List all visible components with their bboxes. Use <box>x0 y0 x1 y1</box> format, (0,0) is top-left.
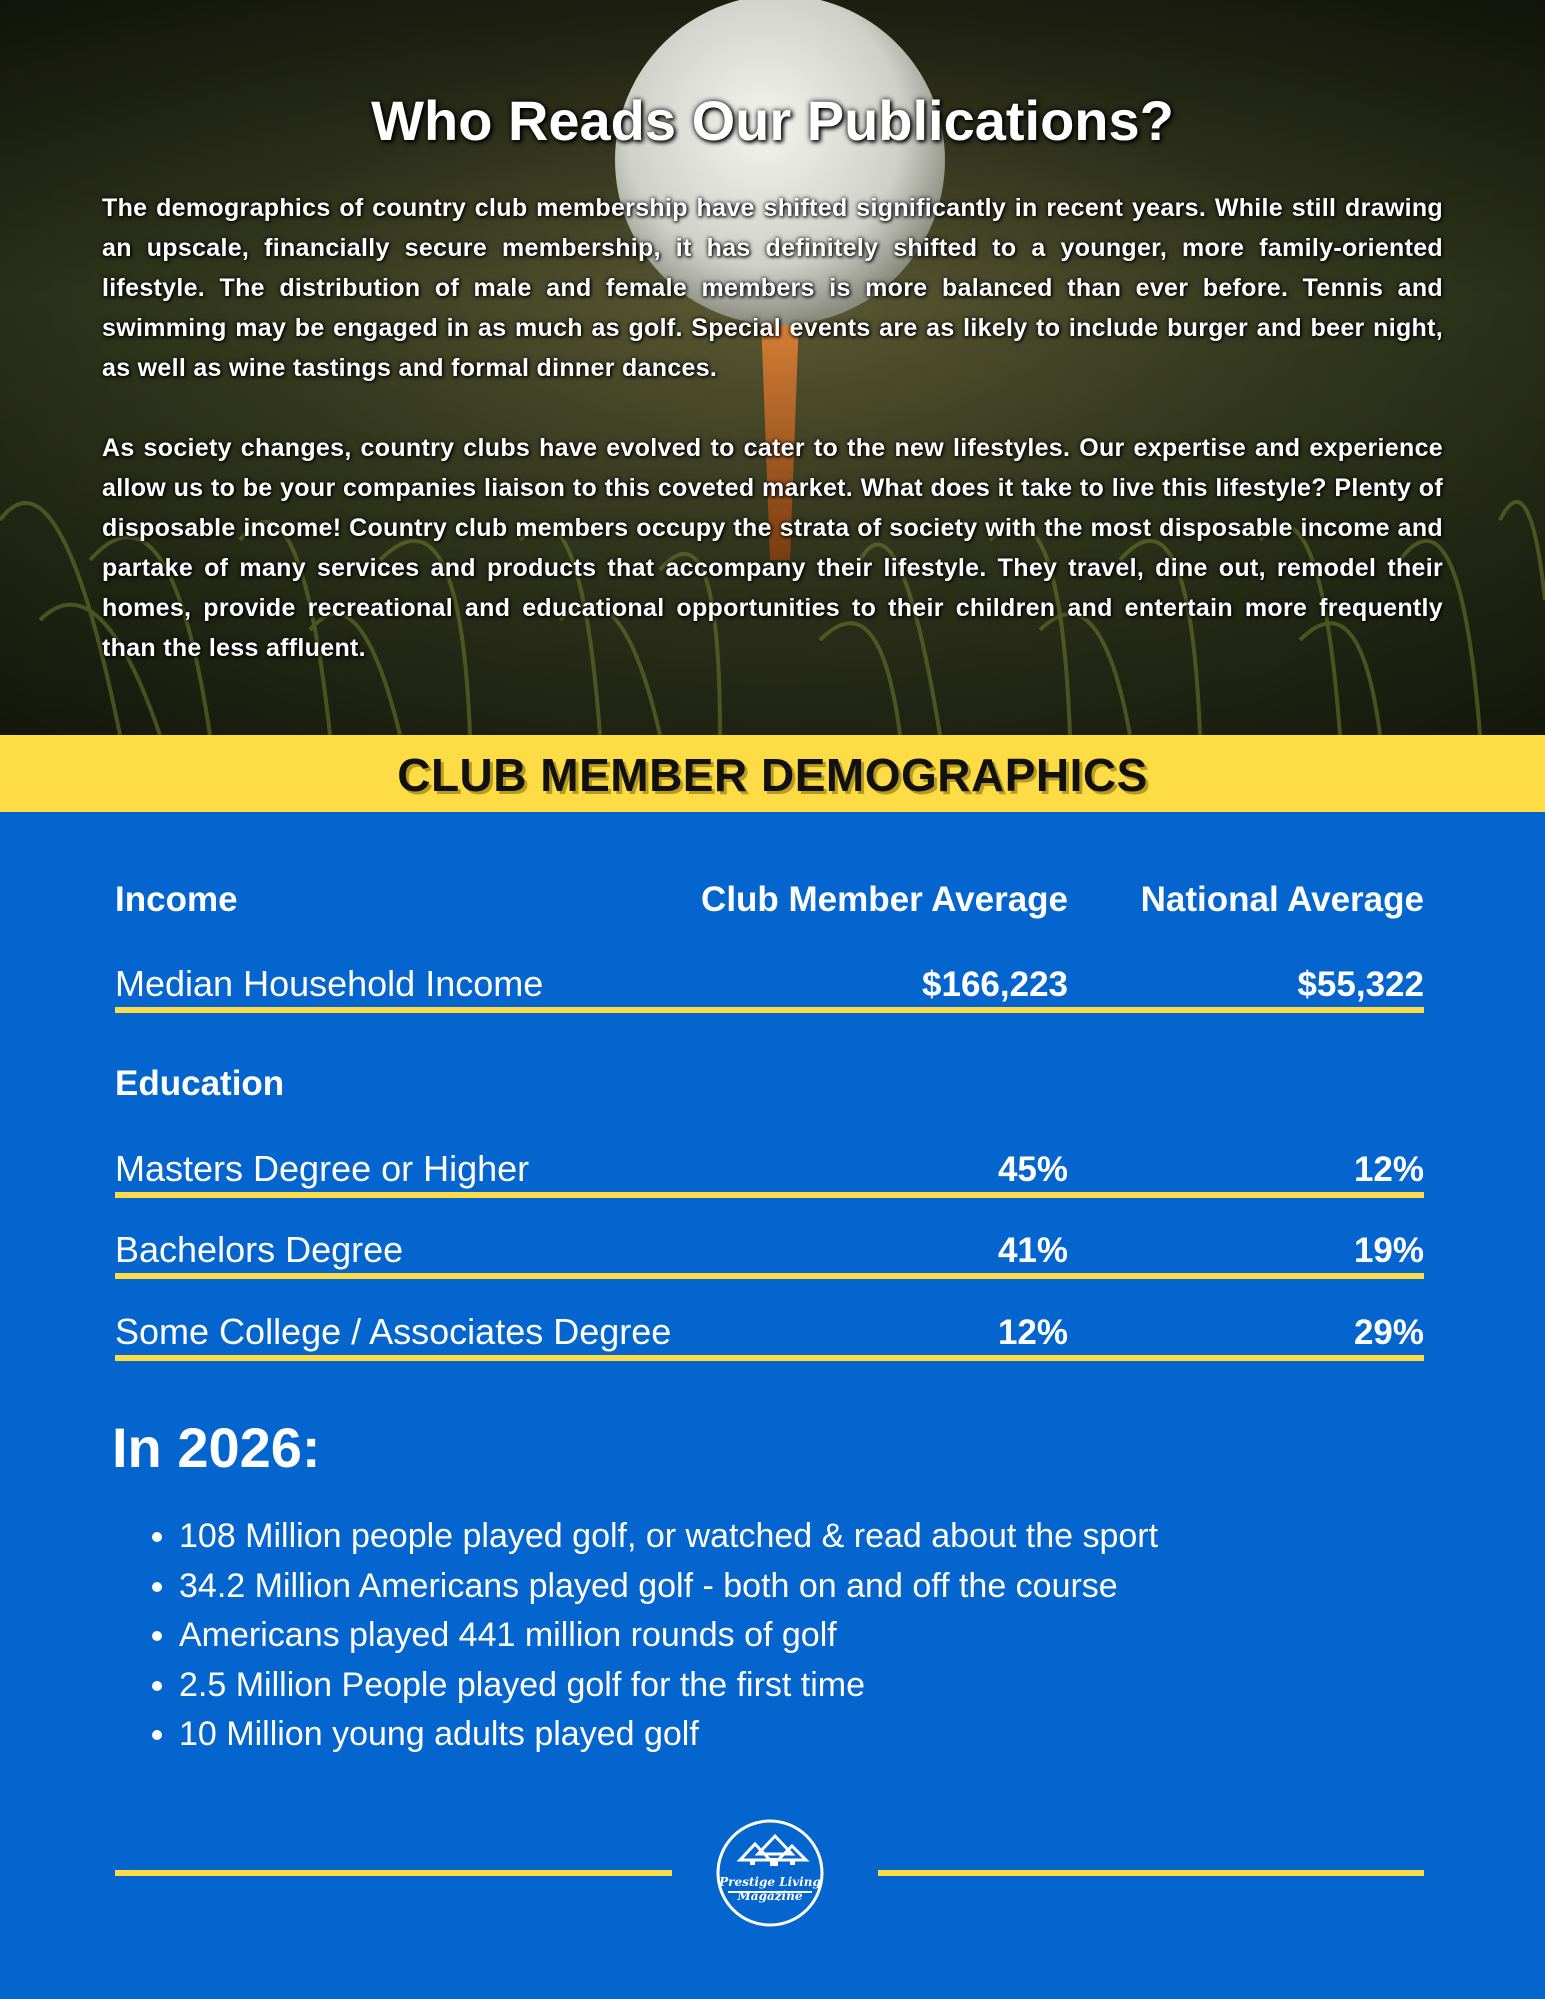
table-row <box>115 1221 1424 1279</box>
club-average-header: Club Member Average <box>701 880 1068 919</box>
logo-text: Prestige Living Magazine <box>719 1875 821 1903</box>
prestige-living-logo <box>700 1818 840 1928</box>
list-item: • Americans played 441 million rounds of golf <box>179 1611 1158 1661</box>
house-emblem-icon <box>700 1818 840 1928</box>
hero-section <box>0 0 1545 735</box>
row-label: Masters Degree or Higher <box>115 1148 530 1189</box>
banner-title: CLUB MEMBER DEMOGRAPHICS <box>397 749 1148 801</box>
lifestyle-paragraph: As society changes, country clubs have evolved to cater to the new lifestyles. Our expertise and experience allow us to be your companies liaison to this coveted market. What does it take to live this lifestyle? Plenty of disposable income! Country club members occupy the strata of society with the most disposable income and partake of many services and products that accompany their lifestyle. They travel, dine out, remodel their homes, provide recreational and educational opportunities to their children and entertain more frequently than the less affluent. <box>102 434 1443 662</box>
national-value: $55,322 <box>1297 965 1424 1004</box>
table-row <box>115 1303 1424 1361</box>
demographics-banner <box>0 735 1545 812</box>
education-header: Education <box>115 1064 285 1103</box>
list-item: • 34.2 Million Americans played golf - both on and off the course <box>179 1562 1158 1612</box>
list-item: • 2.5 Million People played golf for the first time <box>179 1661 1158 1711</box>
income-header: Income <box>115 880 238 919</box>
footer-divider-right <box>878 1870 1424 1876</box>
table-row <box>115 955 1424 1013</box>
intro-paragraph: The demographics of country club membership have shifted significantly in recent years. While still drawing an upscale, financially secure membership, it has definitely shifted to a younger, more family-oriented lifestyle. The distribution of male and female members is more balanced than ever before. Tennis and swimming may be engaged in as much as golf. Special events are as likely to include burger and beer night, as well as wine tastings and formal dinner dances. <box>102 194 1443 382</box>
facts-list <box>135 1512 1158 1760</box>
national-value: 29% <box>1353 1313 1424 1352</box>
table-row <box>115 1140 1424 1198</box>
club-value: $166,223 <box>922 965 1068 1004</box>
list-item: • 108 Million people played golf, or watched & read about the sport <box>179 1512 1158 1562</box>
row-label: Median Household Income <box>115 963 544 1004</box>
national-value: 12% <box>1353 1150 1424 1189</box>
list-item: • 10 Million young adults played golf <box>179 1710 1158 1760</box>
club-value: 45% <box>997 1150 1068 1189</box>
national-value: 19% <box>1353 1231 1424 1270</box>
national-average-header: National Average <box>1140 880 1424 919</box>
row-label: Some College / Associates Degree <box>115 1311 672 1352</box>
footer-divider-left <box>115 1870 672 1876</box>
facts-heading: In 2026: <box>112 1416 321 1479</box>
club-value: 41% <box>997 1231 1068 1270</box>
club-value: 12% <box>997 1313 1068 1352</box>
row-label: Bachelors Degree <box>115 1229 404 1270</box>
page-title: Who Reads Our Publications? <box>371 89 1174 152</box>
